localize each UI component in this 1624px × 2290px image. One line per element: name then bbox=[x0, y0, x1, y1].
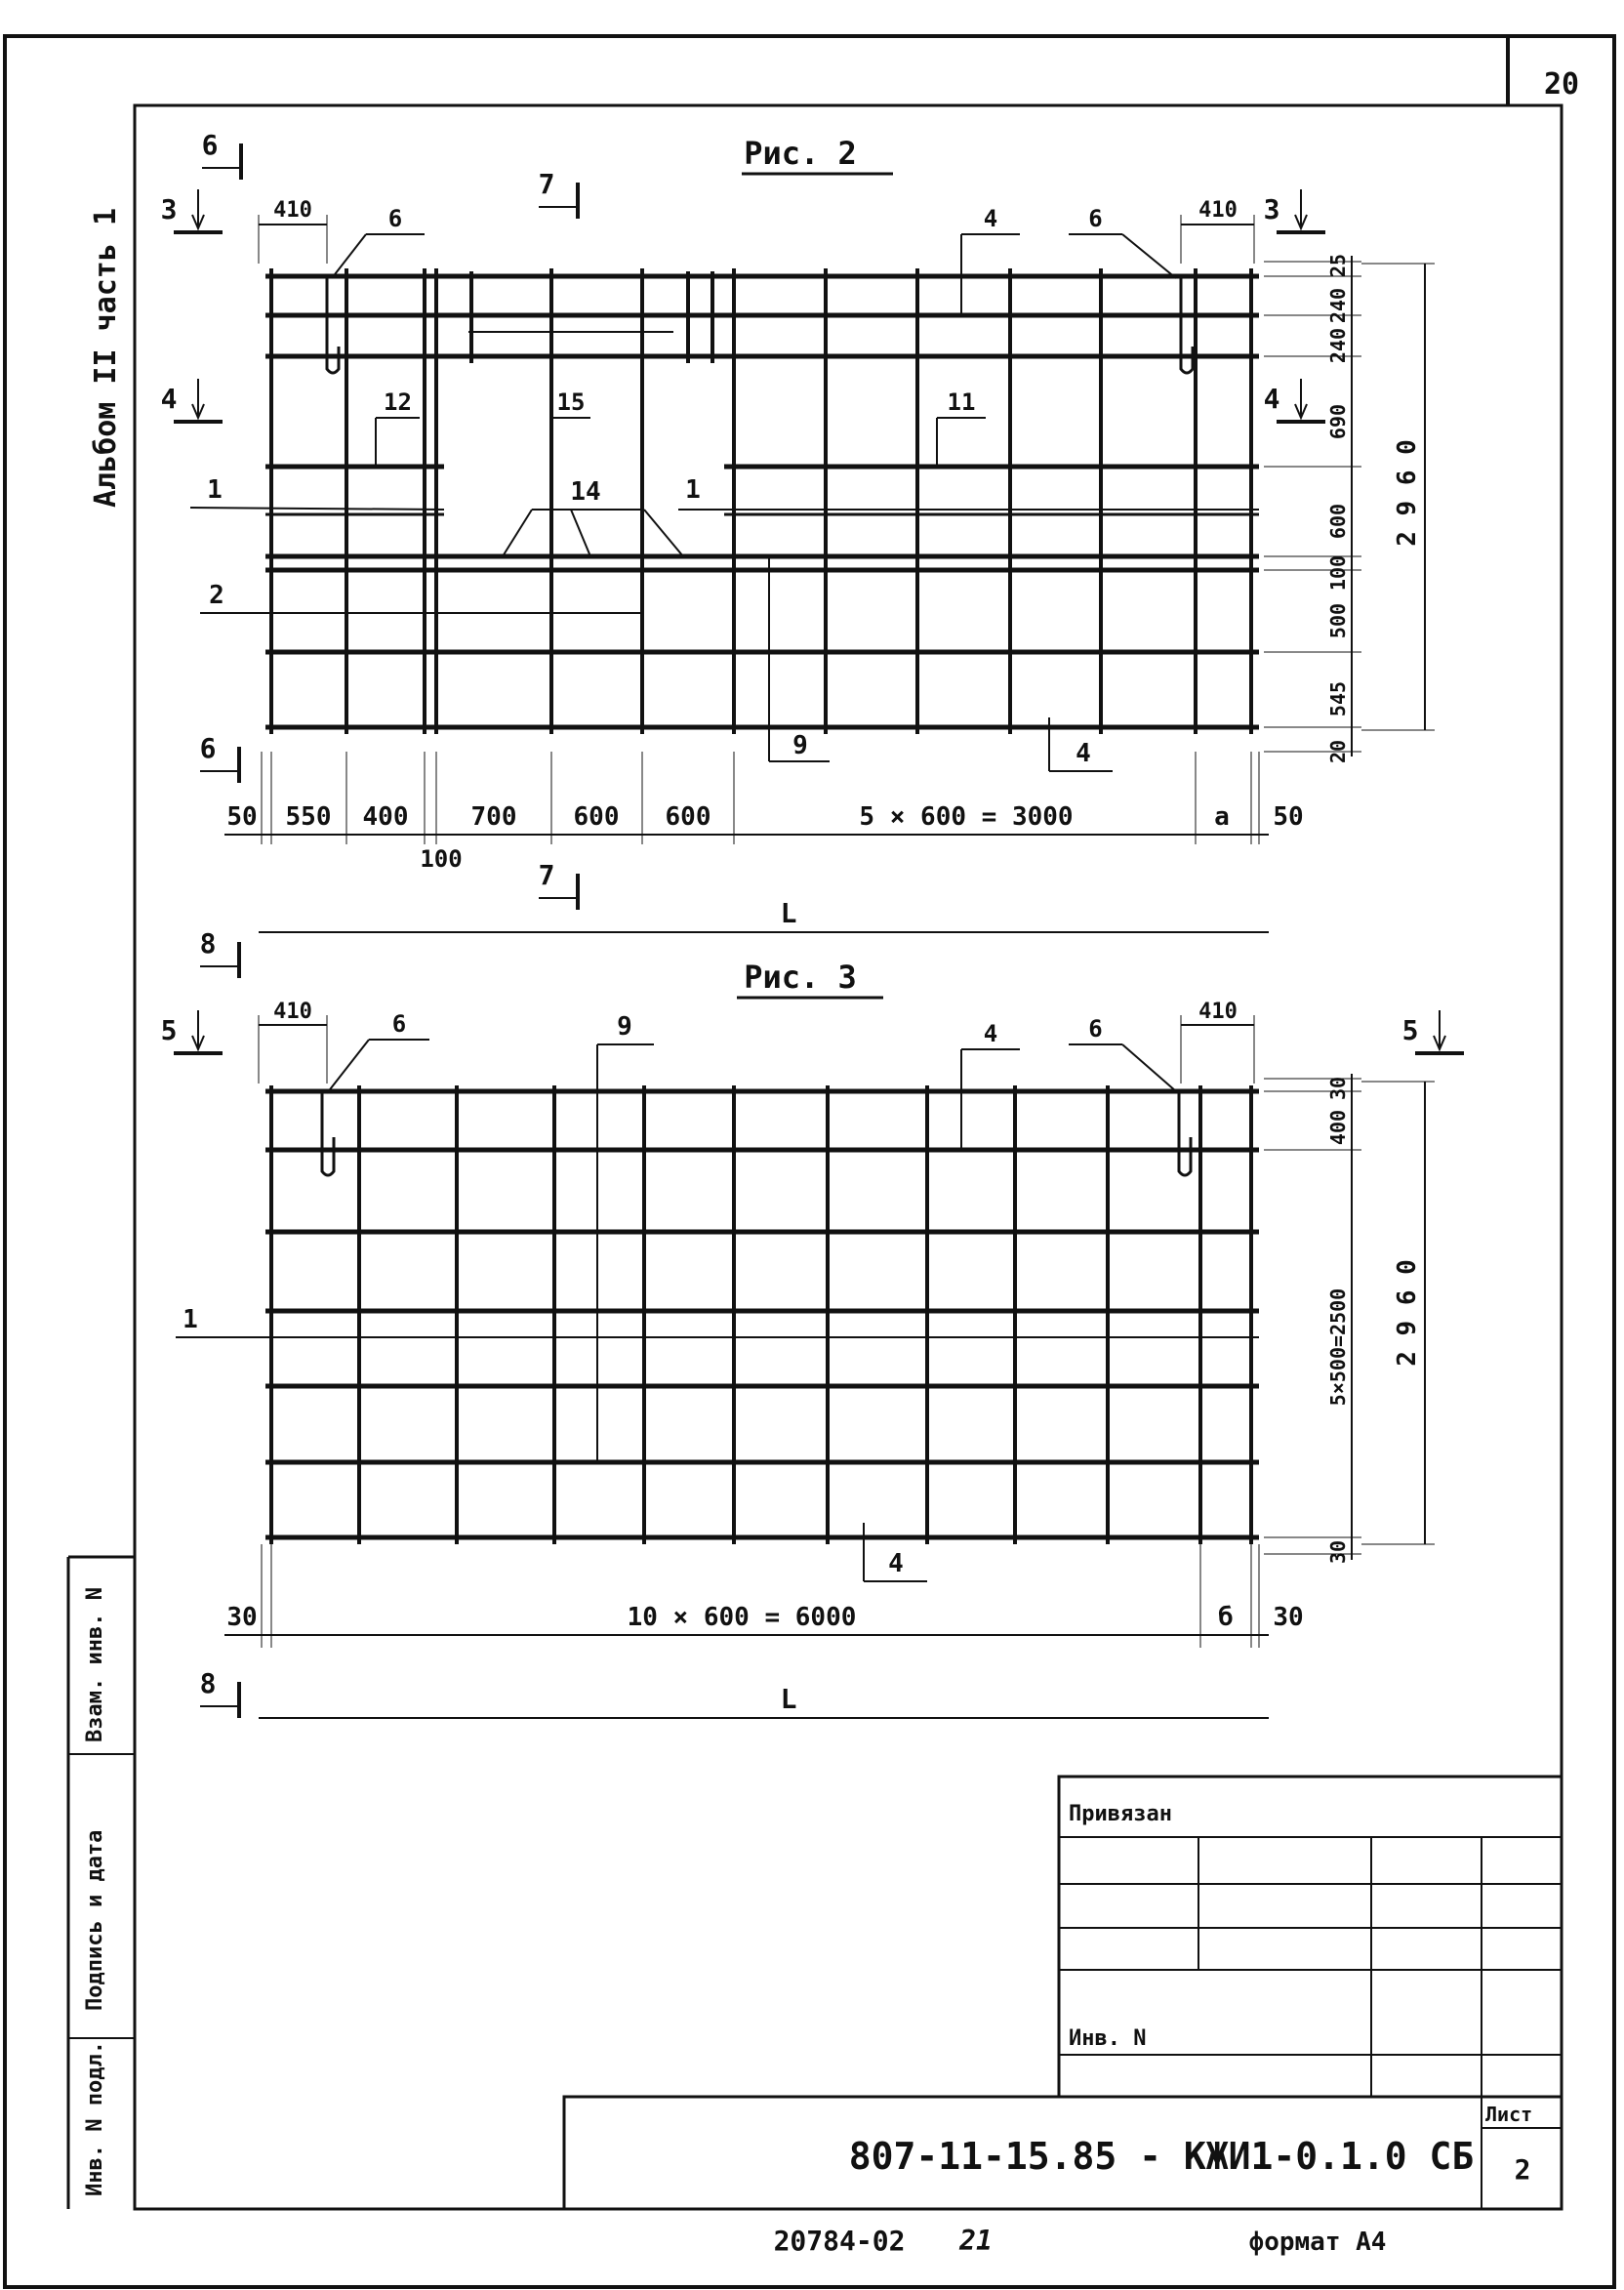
fig3-lifting-loop bbox=[322, 1093, 334, 1175]
fig2-cut-4-right: 4 bbox=[1263, 383, 1280, 415]
fig3-total-length: L bbox=[780, 1683, 797, 1715]
fig2-right-dim-5: 100 bbox=[1326, 554, 1350, 592]
fig2-callout-6-right-leader bbox=[1122, 234, 1176, 278]
fig2-bottom-dim-3: 700 bbox=[470, 802, 517, 832]
sheet-number: 2 bbox=[1514, 2153, 1531, 2186]
document-code: 807-11-15.85 - КЖИ1-0.1.0 СБ bbox=[848, 2135, 1475, 2178]
fig2-callout-14-leader bbox=[644, 510, 683, 556]
fig2-right-dim-4: 600 bbox=[1326, 503, 1350, 540]
fig3-cut-5-right: 5 bbox=[1401, 1014, 1419, 1046]
fig2-title: Рис. 2 bbox=[744, 135, 857, 172]
outer-border bbox=[5, 36, 1614, 2287]
album-side-label: Альбом II часть 1 bbox=[89, 207, 123, 508]
sheet-label: Лист bbox=[1485, 2103, 1533, 2126]
fig2-right-dim-0: 25 bbox=[1326, 253, 1350, 278]
fig2-bottom-dim-7: a bbox=[1214, 802, 1230, 832]
fig2-callout-1-left-leader bbox=[190, 508, 444, 510]
fig3-right-dim-1: 400 bbox=[1326, 1109, 1350, 1146]
title-block bbox=[564, 1777, 1562, 2209]
format-label: формат А4 bbox=[1248, 2228, 1387, 2257]
fig2-callout-6-left-leader bbox=[332, 234, 366, 278]
fig2-callout-9: 9 bbox=[792, 731, 808, 760]
fig2-cut-4-left: 4 bbox=[160, 383, 178, 415]
fig2-right-dim-6: 500 bbox=[1326, 602, 1350, 639]
footer-num: 21 bbox=[959, 2225, 993, 2257]
fig3-callout-1: 1 bbox=[183, 1305, 198, 1334]
fig2-right-dim-7: 545 bbox=[1326, 680, 1350, 717]
stamp-vzam: Взам. инв. N bbox=[83, 1587, 107, 1742]
fig2-cut-7-top: 7 bbox=[538, 168, 555, 200]
fig2-total-length: L bbox=[780, 897, 797, 929]
figure-2 bbox=[161, 129, 1435, 932]
fig2-callout-15: 15 bbox=[556, 388, 586, 416]
fig3-callout-6-right-leader bbox=[1122, 1044, 1176, 1091]
attached-label: Привязан bbox=[1069, 1802, 1172, 1826]
fig3-cut-8-bottom: 8 bbox=[199, 1667, 217, 1699]
fig3-right-dim-3: 30 bbox=[1326, 1539, 1350, 1565]
fig3-bottom-dim-1: 10 × 600 = 6000 bbox=[627, 1603, 857, 1632]
fig3-cut-5-left: 5 bbox=[160, 1014, 178, 1046]
fig2-callout-4-top: 4 bbox=[983, 205, 998, 232]
fig2-callout-14-leader bbox=[571, 510, 590, 556]
fig2-bottom-dim-5: 600 bbox=[665, 802, 711, 832]
fig2-right-dim-1: 240 bbox=[1326, 287, 1350, 324]
fig2-bottom-dim-100: 100 bbox=[420, 845, 463, 873]
fig2-right-dim-2: 240 bbox=[1326, 327, 1350, 364]
fig2-bottom-dim-0: 50 bbox=[226, 802, 258, 832]
page-number: 20 bbox=[1543, 67, 1580, 102]
fig3-annotations bbox=[161, 927, 1464, 1718]
footer-code: 20784-02 bbox=[773, 2225, 906, 2257]
fig3-bottom-dim-3: 30 bbox=[1273, 1603, 1304, 1632]
fig2-bottom-dim-1: 550 bbox=[285, 802, 332, 832]
fig2-bottom-dim-6: 5 × 600 = 3000 bbox=[859, 802, 1074, 832]
fig3-right-dim-2: 5×500=2500 bbox=[1326, 1288, 1350, 1407]
fig3-mesh bbox=[265, 1085, 1259, 1544]
fig2-right-dim-8: 20 bbox=[1326, 739, 1350, 764]
fig3-callout-4-top: 4 bbox=[983, 1020, 998, 1047]
fig3-callout-4-bottom: 4 bbox=[888, 1549, 904, 1578]
fig3-cut-8-top: 8 bbox=[199, 927, 217, 960]
inv-label: Инв. N bbox=[1069, 2026, 1147, 2051]
fig2-callout-4-bottom: 4 bbox=[1076, 739, 1091, 768]
fig2-callout-6-right: 6 bbox=[1088, 205, 1103, 232]
fig2-mesh bbox=[265, 268, 1259, 734]
side-stamp bbox=[68, 1557, 135, 2209]
fig2-bottom-dim-2: 400 bbox=[362, 802, 409, 832]
fig3-callout-9: 9 bbox=[617, 1012, 632, 1042]
stamp-podpis: Подпись и дата bbox=[83, 1829, 107, 2011]
fig2-cut-6-top: 6 bbox=[201, 129, 219, 161]
figure-3 bbox=[161, 927, 1464, 1718]
fig2-callout-14: 14 bbox=[570, 477, 601, 507]
fig3-overall-height: 2 9 6 0 bbox=[1393, 1259, 1422, 1367]
fig2-callout-1-right: 1 bbox=[685, 475, 701, 505]
fig2-callout-6-left: 6 bbox=[387, 205, 403, 232]
fig2-callout-11: 11 bbox=[947, 388, 976, 416]
fig3-bottom-dim-0: 30 bbox=[226, 1603, 258, 1632]
fig2-cut-6-bottom: 6 bbox=[199, 732, 217, 764]
fig3-bottom-dim-2: б bbox=[1218, 1603, 1234, 1632]
fig2-callout-12: 12 bbox=[384, 388, 412, 416]
fig2-annotations bbox=[161, 129, 1435, 932]
fig2-cut-7-bottom: 7 bbox=[538, 859, 555, 891]
fig2-bottom-dim-4: 600 bbox=[573, 802, 620, 832]
fig2-dim-410-left: 410 bbox=[273, 198, 312, 223]
fig2-dim-410-right: 410 bbox=[1198, 198, 1238, 223]
fig3-dim-410-right: 410 bbox=[1198, 1000, 1238, 1024]
fig3-title: Рис. 3 bbox=[744, 959, 857, 996]
fig2-right-dim-3: 690 bbox=[1326, 403, 1350, 440]
fig3-lifting-loop bbox=[1179, 1093, 1191, 1175]
fig2-callout-2: 2 bbox=[209, 581, 224, 610]
fig3-right-dim-0: 30 bbox=[1326, 1076, 1350, 1101]
fig3-dim-410-left: 410 bbox=[273, 1000, 312, 1024]
fig3-callout-6-left: 6 bbox=[391, 1010, 407, 1038]
fig2-overall-height: 2 9 6 0 bbox=[1393, 439, 1422, 547]
fig3-callout-6-left-leader bbox=[327, 1040, 369, 1093]
fig2-callout-1-left: 1 bbox=[207, 475, 223, 505]
fig2-callout-14-leader bbox=[503, 510, 532, 556]
fig2-cut-3-left: 3 bbox=[160, 193, 178, 225]
fig2-cut-3-right: 3 bbox=[1263, 193, 1280, 225]
fig2-bottom-dim-8: 50 bbox=[1273, 802, 1304, 832]
fig3-callout-6-right: 6 bbox=[1088, 1015, 1103, 1043]
stamp-inv-podl: Инв. N подл. bbox=[83, 2041, 107, 2196]
